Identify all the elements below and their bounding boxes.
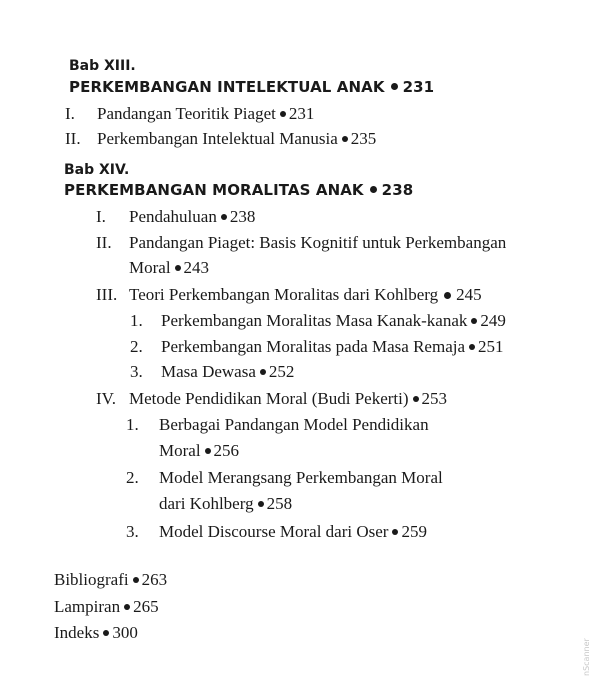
entry-page: 231 bbox=[288, 104, 315, 123]
bullet-dot bbox=[205, 448, 211, 454]
toc-entry[interactable] bbox=[65, 129, 376, 149]
entry-title: dari Kohlberg bbox=[159, 494, 254, 513]
entry-title: Lampiran bbox=[54, 597, 121, 616]
toc-subentry[interactable] bbox=[130, 362, 294, 382]
bullet-dot bbox=[260, 369, 266, 375]
entry-page: 243 bbox=[183, 258, 210, 277]
chapter-label: Bab XIV. bbox=[64, 162, 130, 178]
bullet-dot bbox=[124, 604, 130, 610]
entry-page: 256 bbox=[213, 441, 240, 460]
entry-page: 300 bbox=[112, 623, 138, 642]
entry-number: II. bbox=[65, 129, 81, 148]
bullet-dot bbox=[392, 529, 398, 535]
entry-page: 258 bbox=[266, 494, 293, 513]
entry-page: 249 bbox=[480, 311, 506, 330]
toc-subentry[interactable] bbox=[126, 468, 443, 488]
entry-page: 251 bbox=[478, 337, 504, 356]
entry-page: 259 bbox=[401, 522, 427, 541]
entry-page: 252 bbox=[268, 362, 295, 381]
bullet-dot bbox=[280, 111, 286, 117]
entry-page: 245 bbox=[456, 285, 482, 304]
entry-number: 3. bbox=[126, 522, 139, 541]
toc-entry[interactable] bbox=[96, 233, 506, 253]
entry-number: III. bbox=[96, 285, 118, 304]
entry-title: Perkembangan Intelektual Manusia bbox=[97, 129, 338, 148]
entry-title: Model Merangsang Perkembangan Moral bbox=[159, 468, 443, 487]
entry-number: 2. bbox=[126, 468, 139, 487]
entry-title: Indeks bbox=[54, 623, 100, 642]
toc-entry[interactable] bbox=[65, 104, 314, 124]
bullet-dot bbox=[370, 186, 377, 193]
entry-title: Model Discourse Moral dari Oser bbox=[159, 522, 389, 541]
chapter-label: Bab XIII. bbox=[69, 58, 136, 74]
entry-number: I. bbox=[96, 207, 106, 226]
toc-entry-continuation[interactable] bbox=[129, 258, 209, 278]
bullet-dot bbox=[175, 265, 181, 271]
entry-title: Pandangan Piaget: Basis Kognitif untuk Perkembangan bbox=[129, 233, 507, 252]
bullet-dot bbox=[444, 292, 451, 299]
bullet-dot bbox=[413, 396, 419, 402]
chapter-title: PERKEMBANGAN INTELEKTUAL ANAK bbox=[69, 78, 385, 96]
toc-backmatter[interactable] bbox=[54, 623, 138, 643]
entry-number: 1. bbox=[130, 311, 143, 330]
entry-page: 263 bbox=[141, 570, 168, 589]
entry-title: Perkembangan Moralitas pada Masa Remaja bbox=[161, 337, 466, 356]
entry-number: IV. bbox=[96, 389, 116, 408]
entry-title: Moral bbox=[129, 258, 171, 277]
toc-subentry-continuation[interactable] bbox=[159, 494, 292, 514]
entry-page: 253 bbox=[421, 389, 448, 408]
toc-entry[interactable] bbox=[96, 207, 255, 227]
entry-title: Pandangan Teoritik Piaget bbox=[97, 104, 276, 123]
entry-number: II. bbox=[96, 233, 112, 252]
bullet-dot bbox=[471, 318, 477, 324]
toc-backmatter[interactable] bbox=[54, 597, 159, 617]
chapter-page: 231 bbox=[402, 78, 435, 96]
bullet-dot bbox=[221, 214, 227, 220]
toc-subentry[interactable] bbox=[126, 522, 427, 542]
entry-number: 2. bbox=[130, 337, 143, 356]
toc-entry[interactable] bbox=[96, 285, 482, 305]
toc-entry[interactable] bbox=[96, 389, 447, 409]
bullet-dot bbox=[258, 501, 264, 507]
entry-title: Metode Pendidikan Moral (Budi Pekerti) bbox=[129, 389, 409, 408]
bullet-dot bbox=[469, 344, 475, 350]
entry-page: 235 bbox=[350, 129, 377, 148]
toc-subentry[interactable] bbox=[130, 311, 506, 331]
chapter-title: PERKEMBANGAN MORALITAS ANAK bbox=[64, 181, 364, 199]
chapter-heading[interactable] bbox=[69, 78, 434, 96]
entry-title: Berbagai Pandangan Model Pendidikan bbox=[159, 415, 429, 434]
bullet-dot bbox=[391, 83, 398, 90]
bullet-dot bbox=[103, 630, 109, 636]
entry-title: Masa Dewasa bbox=[161, 362, 256, 381]
toc-subentry[interactable] bbox=[130, 337, 504, 357]
bullet-dot bbox=[133, 577, 139, 583]
entry-page: 238 bbox=[229, 207, 256, 226]
scanner-watermark: nScanner bbox=[582, 638, 591, 676]
entry-number: 1. bbox=[126, 415, 139, 434]
entry-number: I. bbox=[65, 104, 75, 123]
toc-subentry[interactable] bbox=[126, 415, 429, 435]
toc-backmatter[interactable] bbox=[54, 570, 167, 590]
entry-title: Perkembangan Moralitas Masa Kanak-kanak bbox=[161, 311, 468, 330]
bullet-dot bbox=[342, 136, 348, 142]
entry-title: Moral bbox=[159, 441, 201, 460]
chapter-page: 238 bbox=[381, 181, 414, 199]
entry-title: Teori Perkembangan Moralitas dari Kohlberg bbox=[129, 285, 439, 304]
toc-subentry-continuation[interactable] bbox=[159, 441, 239, 461]
entry-title: Pendahuluan bbox=[129, 207, 217, 226]
entry-number: 3. bbox=[130, 362, 143, 381]
entry-page: 265 bbox=[133, 597, 159, 616]
chapter-heading[interactable] bbox=[64, 181, 413, 199]
entry-title: Bibliografi bbox=[54, 570, 129, 589]
